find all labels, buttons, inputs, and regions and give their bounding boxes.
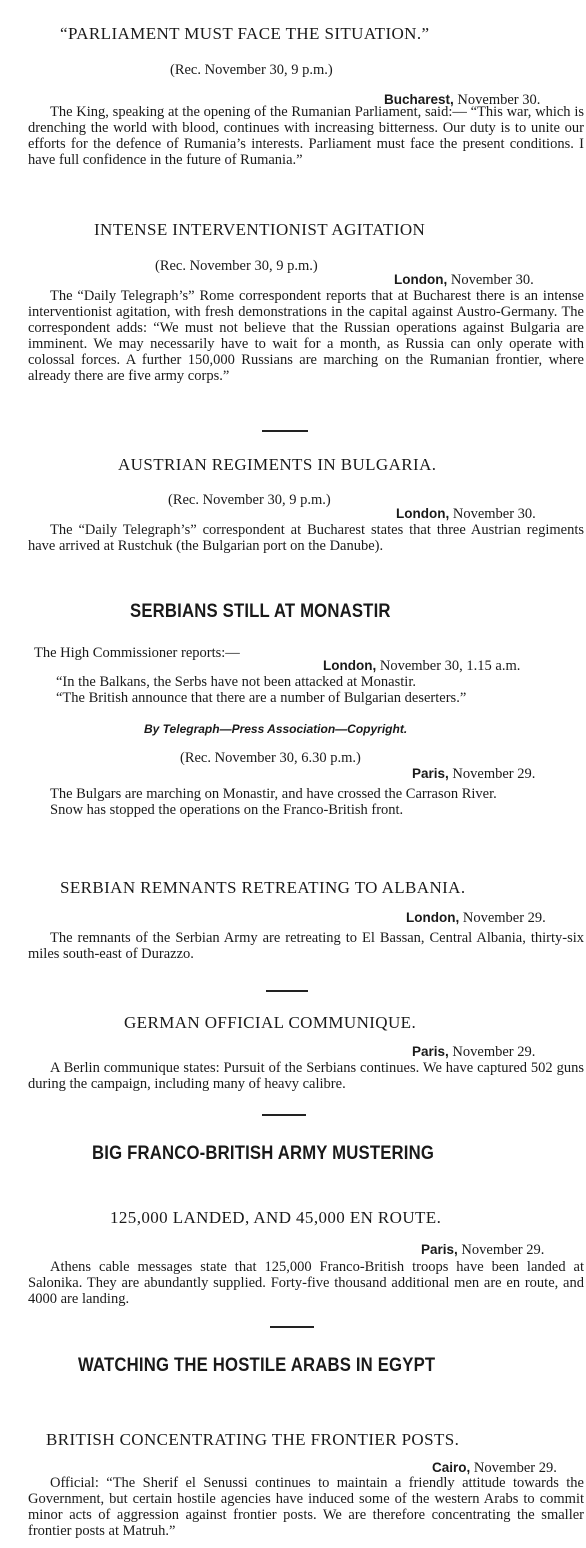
quote-line: “In the Balkans, the Serbs have not been attacked at Monastir.: [56, 674, 416, 690]
dateline-date: November 30.: [457, 92, 541, 108]
headline-german-communique: GERMAN OFFICIAL COMMUNIQUE.: [124, 1013, 417, 1032]
body-paragraph: The remnants of the Serbian Army are retreating to El Bassan, Central Albania, thirty-six miles south-east of Durazzo.: [28, 930, 584, 962]
dateline-place: Cairo,: [432, 1460, 471, 1475]
intro-line: The High Commissioner reports:—: [34, 645, 240, 661]
dateline-date: November 29.: [461, 1242, 545, 1258]
dateline-place: Bucharest,: [384, 92, 454, 107]
dateline: [412, 1044, 535, 1061]
dateline-place: Paris,: [421, 1242, 458, 1257]
headline-serbian-remnants: SERBIAN REMNANTS RETREATING TO ALBANIA.: [60, 878, 466, 897]
body-paragraph: Snow has stopped the operations on the Franco-British front.: [50, 802, 404, 818]
received-time: (Rec. November 30, 9 p.m.): [155, 258, 318, 274]
received-time: (Rec. November 30, 9 p.m.): [170, 62, 333, 78]
dateline-place: London,: [394, 272, 448, 287]
divider-rule: [262, 430, 308, 432]
dateline-date: November 29.: [452, 766, 536, 782]
article-body: [28, 288, 584, 384]
dateline: [323, 658, 520, 675]
dateline-place: London,: [406, 910, 460, 925]
headline-parliament: “PARLIAMENT MUST FACE THE SITUATION.”: [60, 24, 430, 43]
headline-franco-british-army: BIG FRANCO-BRITISH ARMY MUSTERING: [92, 1143, 435, 1164]
article-body: [28, 930, 584, 962]
dateline: [394, 272, 534, 289]
subheadline: 125,000 LANDED, AND 45,000 EN ROUTE.: [110, 1208, 442, 1227]
byline: By Telegraph—Press Association—Copyright.: [144, 722, 408, 736]
dateline-date: November 30.: [452, 506, 536, 522]
divider-rule: [270, 1326, 314, 1328]
article-body: [28, 1060, 584, 1092]
dateline: [396, 506, 536, 523]
dateline: [406, 910, 546, 927]
dateline-place: London,: [323, 658, 377, 673]
article-body: [28, 1259, 584, 1307]
body-paragraph: Official: “The Sherif el Senussi continues to maintain a friendly attitude towards the Government, but certain hostile agencies have induced some of the western Arabs to commit minor acts of aggression against frontier posts. We are therefore concentrating the smaller frontier posts at Matruh.”: [28, 1475, 584, 1539]
body-paragraph: Athens cable messages state that 125,000 Franco-British troops have been landed at Salonika. They are abundantly supplied. Forty-five thousand additional men are en route, and 4000 are landing.: [28, 1259, 584, 1307]
body-paragraph: The Bulgars are marching on Monastir, and have crossed the Carrason River.: [50, 786, 497, 802]
received-time: (Rec. November 30, 9 p.m.): [168, 492, 331, 508]
divider-rule: [266, 990, 308, 992]
article-body: [28, 786, 584, 818]
received-time: (Rec. November 30, 6.30 p.m.): [180, 750, 361, 766]
headline-hostile-arabs: WATCHING THE HOSTILE ARABS IN EGYPT: [78, 1355, 436, 1376]
divider-rule: [262, 1114, 306, 1116]
article-body: [28, 522, 584, 554]
dateline-date: November 30, 1.15 a.m.: [379, 658, 521, 674]
article-body: [28, 104, 584, 168]
dateline-date: November 30.: [450, 272, 534, 288]
dateline-date: November 29.: [473, 1460, 557, 1476]
headline-serbians-monastir: SERBIANS STILL AT MONASTIR: [130, 601, 391, 622]
headline-interventionist: INTENSE INTERVENTIONIST AGITATION: [94, 220, 426, 239]
body-paragraph: The “Daily Telegraph’s” Rome correspondent reports that at Bucharest there is an intense interventionist agitation, with fresh demonstrations in the capital against Austro-Germany. The correspondent adds: “We must not believe that the Russian operations against Bulgaria are imminent. We may necessarily have to wait for a month, as Russia can only operate with colossal forces. A further 150,000 Russians are marching on the Rumanian frontier, where already there are five army corps.”: [28, 288, 584, 384]
dateline-date: November 29.: [452, 1044, 536, 1060]
subheadline: BRITISH CONCENTRATING THE FRONTIER POSTS.: [46, 1430, 460, 1449]
dateline: [412, 766, 535, 783]
dateline-place: Paris,: [412, 1044, 449, 1059]
body-paragraph: The “Daily Telegraph’s” correspondent at Bucharest states that three Austrian regiments have arrived at Rustchuk (the Bulgarian port on the Danube).: [28, 522, 584, 554]
dateline-place: Paris,: [412, 766, 449, 781]
article-body: [28, 1475, 584, 1539]
body-paragraph: The King, speaking at the opening of the Rumanian Parliament, said:— “This war, which is drenching the world with blood, continues with increasing bitterness. Our duty is to unite our efforts for the defence of Rumania’s interests. Parliament must face the present conditions. I have full confidence in the future of Rumania.”: [28, 104, 584, 168]
dateline-date: November 29.: [462, 910, 546, 926]
dateline: [421, 1242, 544, 1259]
dateline-place: London,: [396, 506, 450, 521]
quote-line: “The British announce that there are a number of Bulgarian deserters.”: [56, 690, 467, 706]
headline-austrian: AUSTRIAN REGIMENTS IN BULGARIA.: [118, 455, 437, 474]
body-paragraph: A Berlin communique states: Pursuit of the Serbians continues. We have captured 502 guns during the campaign, including many of heavy calibre.: [28, 1060, 584, 1092]
